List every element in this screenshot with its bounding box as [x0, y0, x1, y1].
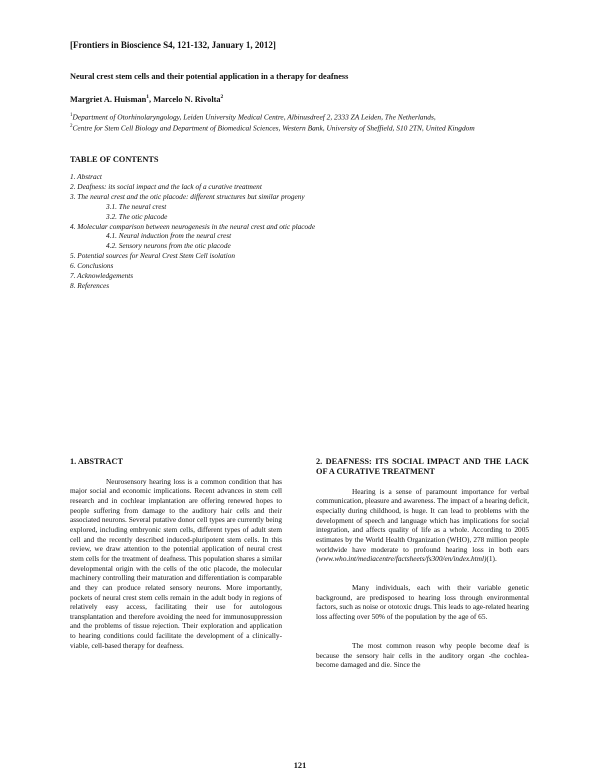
section2-paragraph: The most common reason why people become deaf is because the sensory hair cells in the auditory organ -the cochlea- become damaged and die. Since the — [316, 641, 529, 670]
toc-subitem: 4.1. Neural induction from the neural crest — [106, 231, 232, 241]
affiliation-mark: 2 — [70, 123, 73, 129]
affiliations — [70, 111, 540, 133]
toc-item: 8. References — [70, 280, 110, 290]
author-affiliation-mark: 2 — [220, 94, 224, 100]
section2-paragraph: Many individuals, each with their variable genetic background, are predisposed to hearing loss through environmental factors, such as noise or ototoxic drugs. This leads to age-related hearing loss affecting over 50% of the population by the age of 65. — [316, 583, 529, 622]
toc-subitem: 3.2. The otic placode — [106, 211, 168, 221]
author-affiliation-mark: 1 — [146, 94, 150, 100]
affiliation-text: Centre for Stem Cell Biology and Department of Biomedical Sciences, Western Bank, University of Sheffield, S10 2TN, United Kingdom — [72, 123, 475, 133]
affiliation-mark: 1 — [70, 113, 73, 118]
author-name: Marcelo N. Rivolta — [153, 94, 221, 104]
right-column — [316, 457, 529, 670]
toc-subitem: 4.2. Sensory neurons from the otic placode — [106, 241, 231, 251]
author-name: Margriet A. Huisman — [70, 94, 147, 104]
toc-item: 4. Molecular comparison between neurogenesis in the neural crest and otic placode — [70, 221, 316, 231]
journal-reference: [Frontiers in Bioscience S4, 121-132, January 1, 2012] — [70, 40, 276, 50]
section2-heading: 2. DEAFNESS: ITS SOCIAL IMPACT AND THE LACK OF A CURATIVE TREATMENT — [316, 457, 529, 476]
affiliation — [70, 122, 540, 133]
toc-item: 7. Acknowledgements — [70, 271, 134, 281]
toc-item: 5. Potential sources for Neural Crest Stem Cell isolation — [70, 251, 236, 261]
abstract-text: Neurosensory hearing loss is a common condition that has major social and economic implications. Recent advances in stem cell research and in cochlear implantation are offering renewed hopes to people suffering from damage to the auditory hair cells and their associated neurons. Several putative donor cell types are currently being explored, including embryonic stem cells, different types of adult stem cell and the recently described induced-pluripotent stem cells. In this review, we draw attention to the potential application of neural crest stem cells for the treatment of deafness. This population shares a similar developmental origin with the cells of the otic placode, the molecular machinery controlling their maturation and differentiation is comparable and they can produce related sensory neurons. More importantly, pockets of neural crest stem cells remain in the adult body in regions of relatively easy access, facilitating their use for autologous transplantation and therefore avoiding the need for immunosuppression and the problems of tissue rejection. Their exploration and application to hearing conditions could facilitate the development of a clinically-viable, cell-based therapy for deafness. — [70, 476, 282, 650]
toc-heading: TABLE OF CONTENTS — [70, 155, 159, 164]
table-of-contents — [70, 172, 510, 291]
toc-item: 3. The neural crest and the otic placode: different structures but similar progeny — [70, 191, 305, 201]
affiliation — [70, 111, 540, 122]
paragraph-text: Hearing is a sense of paramount importance for verbal communication, pleasure and awareness. The impact of a hearing deficit, especially during childhood, is huge. It can lead to problems with the development of speech and language which has implications for social integration, and affects quality of life as a whole. According to 2005 estimates by the World Health Organization (WHO), 278 million people worldwide have moderate to profound hearing loss in both ears — [316, 486, 530, 554]
page-number: 121 — [293, 761, 307, 770]
section2-paragraph — [316, 487, 529, 564]
toc-subitem: 3.1. The neural crest — [106, 201, 167, 211]
affiliation-text: Department of Otorhinolaryngology, Leiden University Medical Centre, Albinusdreef 2, 2333 ZA Leiden, The Netherlands, — [72, 112, 436, 122]
toc-item: 1. Abstract — [70, 172, 102, 181]
who-url: (www.who.int/mediacentre/factsheets/fs300/en/index.html) — [316, 554, 487, 564]
author-list — [70, 94, 223, 104]
toc-item: 6. Conclusions — [70, 261, 114, 271]
paper-title: Neural crest stem cells and their potential application in a therapy for deafness — [70, 72, 349, 81]
author-separator: , — [149, 94, 154, 104]
toc-item: 2. Deafness: its social impact and the lack of a curative treatment — [70, 181, 262, 191]
citation: (1). — [486, 554, 497, 564]
abstract-heading: 1. ABSTRACT — [70, 457, 124, 466]
left-column — [70, 457, 282, 650]
